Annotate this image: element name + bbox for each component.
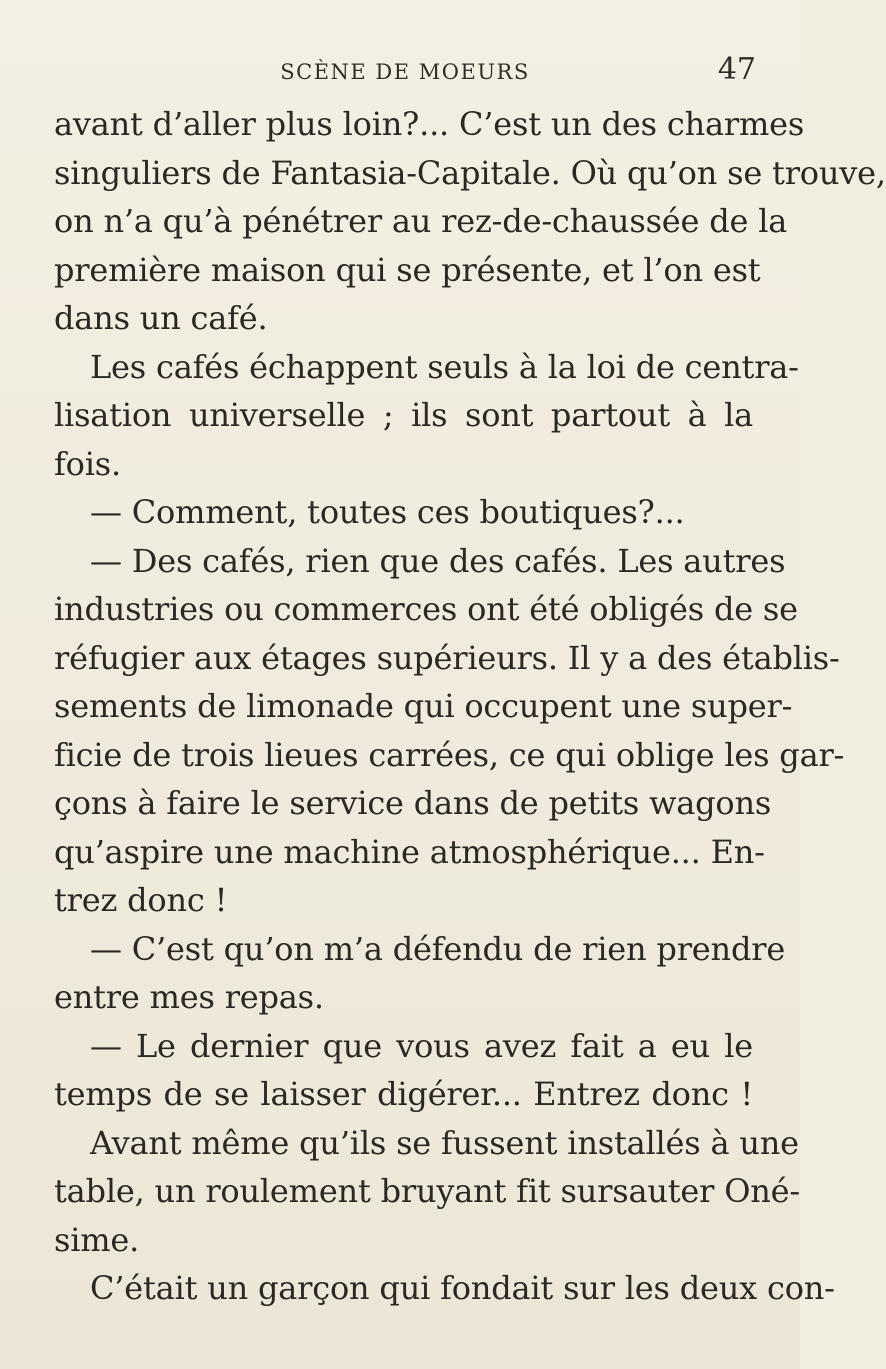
text-line: avant d’aller plus loin?... C’est un des charmes [54, 105, 805, 143]
text-line: — C’est qu’on m’a défendu de rien prendre [90, 929, 786, 968]
page-number: 47 [717, 52, 756, 87]
text-line: — Comment, toutes ces boutiques?... [90, 493, 685, 531]
text-line: sime. [54, 1220, 140, 1259]
text-line: industries ou commerces ont été obligés de se [54, 590, 798, 628]
text-line: on n’a qu’à pénétrer au rez-de-chaussée de la [54, 202, 788, 240]
text-line: ficie de trois lieues carrées, ce qui oblige les gar- [54, 735, 845, 774]
text-line: Les cafés échappent seuls à la loi de centra- [90, 347, 799, 386]
text-line: entre mes repas. [54, 978, 324, 1016]
text-line: trez donc ! [54, 881, 228, 919]
text-line: temps de se laisser digérer... Entrez donc ! [54, 1075, 753, 1113]
text-line: table, un roulement bruyant fit sursauter Oné- [54, 1172, 800, 1210]
text-line: C’était un garçon qui fondait sur les deux con- [90, 1269, 835, 1307]
text-line: singuliers de Fantasia-Capitale. Où qu’on se trouve, [54, 153, 886, 192]
text-line: çons à faire le service dans de petits wagons [54, 784, 772, 822]
text-line: qu’aspire une machine atmosphérique... En- [54, 832, 765, 871]
text-line: sements de limonade qui occupent une super- [54, 687, 793, 725]
text-line: première maison qui se présente, et l’on est [54, 250, 761, 289]
text-line: dans un café. [54, 299, 268, 337]
running-title: SCÈNE DE MOEURS [280, 60, 530, 84]
text-line: — Le dernier que vous avez fait a eu le [90, 1026, 753, 1065]
text-line: lisation universelle ; ils sont partout à la [54, 396, 753, 434]
text-line: réfugier aux étages supérieurs. Il y a des établis- [54, 638, 840, 677]
running-head [54, 52, 756, 92]
text-line: — Des cafés, rien que des cafés. Les autres [90, 541, 786, 580]
text-line: Avant même qu’ils se fussent installés à une [90, 1123, 799, 1162]
text-line: fois. [54, 444, 121, 483]
body-text [54, 100, 886, 1313]
